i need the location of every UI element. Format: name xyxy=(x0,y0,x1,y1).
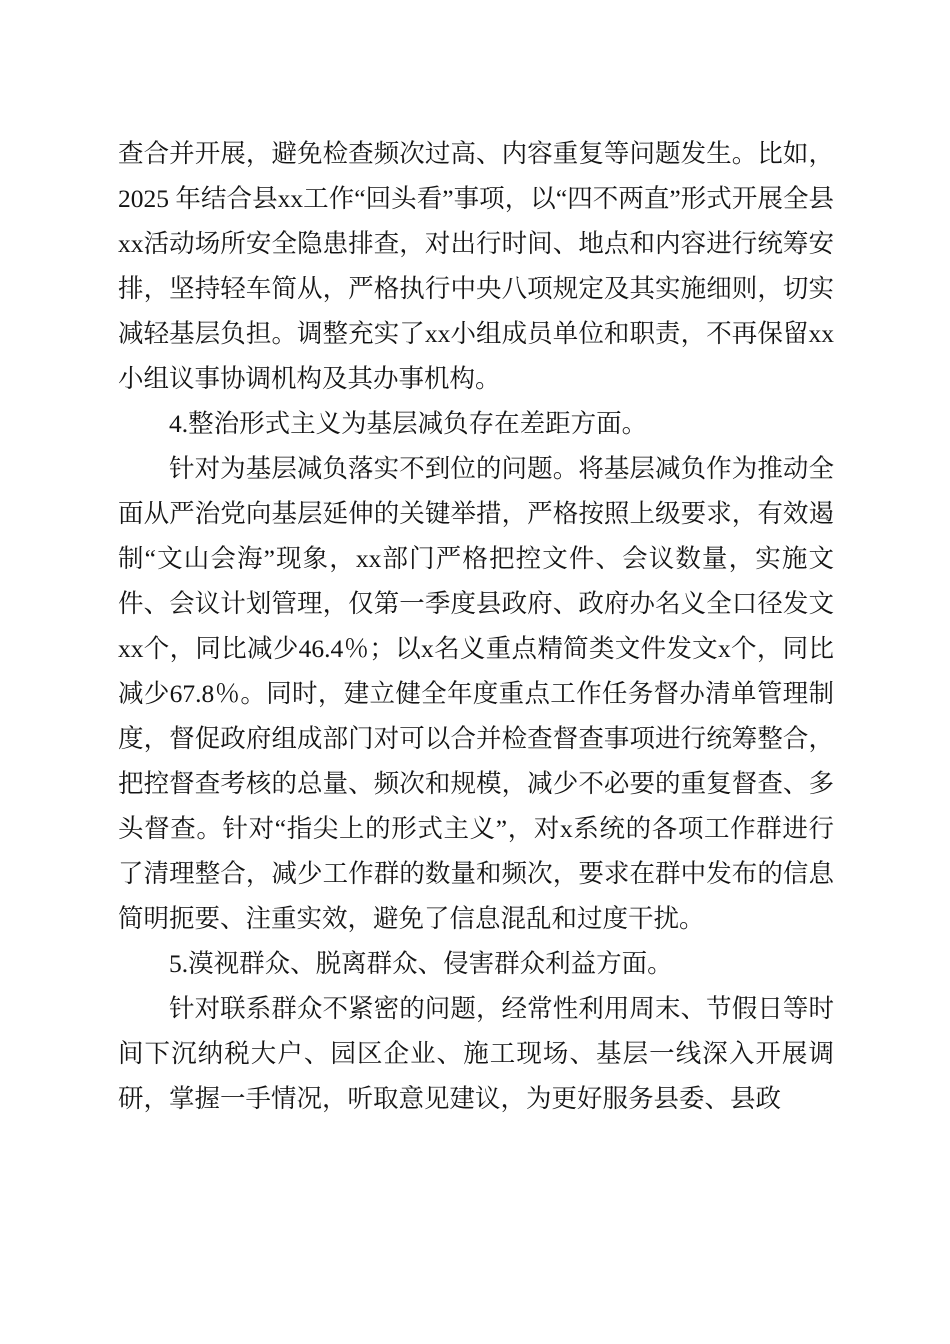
numbered-heading-4: 4.整治形式主义为基层减负存在差距方面。 xyxy=(169,409,648,438)
body-paragraph-continuation: 查合并开展，避免检查频次过高、内容重复等问题发生。比如，2025 年结合县xx工作“回头看”事项，以“四不两直”形式开展全县xx活动场所安全隐患排查，对出行时间、地点和内容进行统筹安排，坚持轻车简从，严格执行中央八项规定及其实施细则，切实减轻基层负担。调整充实了xx小组成员单位和职责，不再保留xx小组议事协调机构及其办事机构。 xyxy=(118,139,834,393)
document-body xyxy=(118,131,834,1121)
numbered-heading-5: 5.漠视群众、脱离群众、侵害群众利益方面。 xyxy=(169,949,673,978)
body-paragraph: 针对联系群众不紧密的问题，经常性利用周末、节假日等时间下沉纳税大户、园区企业、施工现场、基层一线深入开展调研，掌握一手情况，听取意见建议，为更好服务县委、县政 xyxy=(118,994,834,1113)
body-paragraph: 针对为基层减负落实不到位的问题。将基层减负作为推动全面从严治党向基层延伸的关键举措，严格按照上级要求，有效遏制“文山会海”现象，xx部门严格把控文件、会议数量，实施文件、会议计划管理，仅第一季度县政府、政府办名义全口径发文xx个，同比减少46.4％；以x名义重点精简类文件发文x个，同比减少67.8％。同时，建立健全年度重点工作任务督办清单管理制度，督促政府组成部门对可以合并检查督查事项进行统筹整合，把控督查考核的总量、频次和规模，减少不必要的重复督查、多头督查。针对“指尖上的形式主义”，对x系统的各项工作群进行了清理整合，减少工作群的数量和频次，要求在群中发布的信息简明扼要、注重实效，避免了信息混乱和过度干扰。 xyxy=(118,454,834,933)
